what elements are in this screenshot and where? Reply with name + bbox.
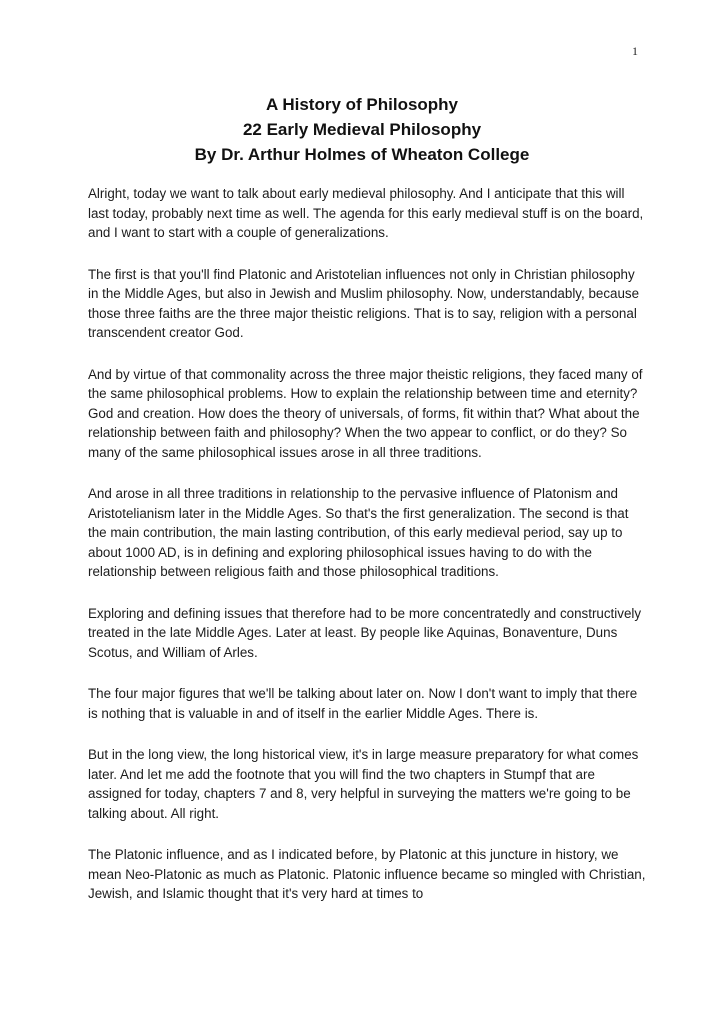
paragraph: The four major figures that we'll be talking about later on. Now I don't want to imply that there is nothing that is valuable in and of itself in the earlier Middle Ages. There is. [88, 686, 638, 721]
paragraph: The first is that you'll find Platonic and Aristotelian influences not only in Christian philosophy in the Middle Ages, but also in Jewish and Muslim philosophy. Now, understandably, because those three faiths are the three major theistic religions. That is to say, religion with a personal transcendent creator God. [88, 266, 640, 340]
paragraph: But in the long view, the long historical view, it's in large measure preparatory for what comes later. And let me add the footnote that you will find the two chapters in Stumpf that are assigned for today, chapters 7 and 8, very helpful in surveying the matters we're going to be talking about. All right. [88, 747, 639, 821]
paragraph: And by virtue of that commonality across the three major theistic religions, they faced many of the same philosophical problems. How to explain the relationship between time and eternity? God and creation. How does the theory of universals, of forms, fit within that? What about the relationship between faith and philosophy? When the two appear to conflict, or do they? So many of the same philosophical issues arose in all three traditions. [88, 366, 643, 460]
document-title [0, 92, 724, 167]
page-number: 1 [632, 44, 638, 58]
paragraph: Exploring and defining issues that therefore had to be more concentratedly and constructively treated in the late Middle Ages. Later at least. By people like Aquinas, Bonaventure, Duns Scotus, and William of Arles. [88, 605, 642, 660]
title-line-lecture: 22 Early Medieval Philosophy [242, 120, 482, 139]
document-body [88, 184, 648, 926]
title-line-series: A History of Philosophy [265, 95, 459, 114]
paragraph: Alright, today we want to talk about early medieval philosophy. And I anticipate that this will last today, probably next time as well. The agenda for this early medieval stuff is on the board, and I want to start with a couple of generalizations. [88, 186, 644, 240]
paragraph: The Platonic influence, and as I indicated before, by Platonic at this juncture in history, we mean Neo-Platonic as much as Platonic. Platonic influence became so mingled with Christian, Jewish, and Islamic thought that it's very hard at times to [88, 847, 646, 901]
title-line-author: By Dr. Arthur Holmes of Wheaton College [194, 145, 530, 164]
paragraph: And arose in all three traditions in relationship to the pervasive influence of Platonism and Aristotelianism later in the Middle Ages. So that's the first generalization. The second is that the main contribution, the main lasting contribution, of this early medieval period, say up to about 1000 AD, is in defining and exploring philosophical issues having to do with the relationship between religious faith and those philosophical traditions. [88, 486, 629, 579]
